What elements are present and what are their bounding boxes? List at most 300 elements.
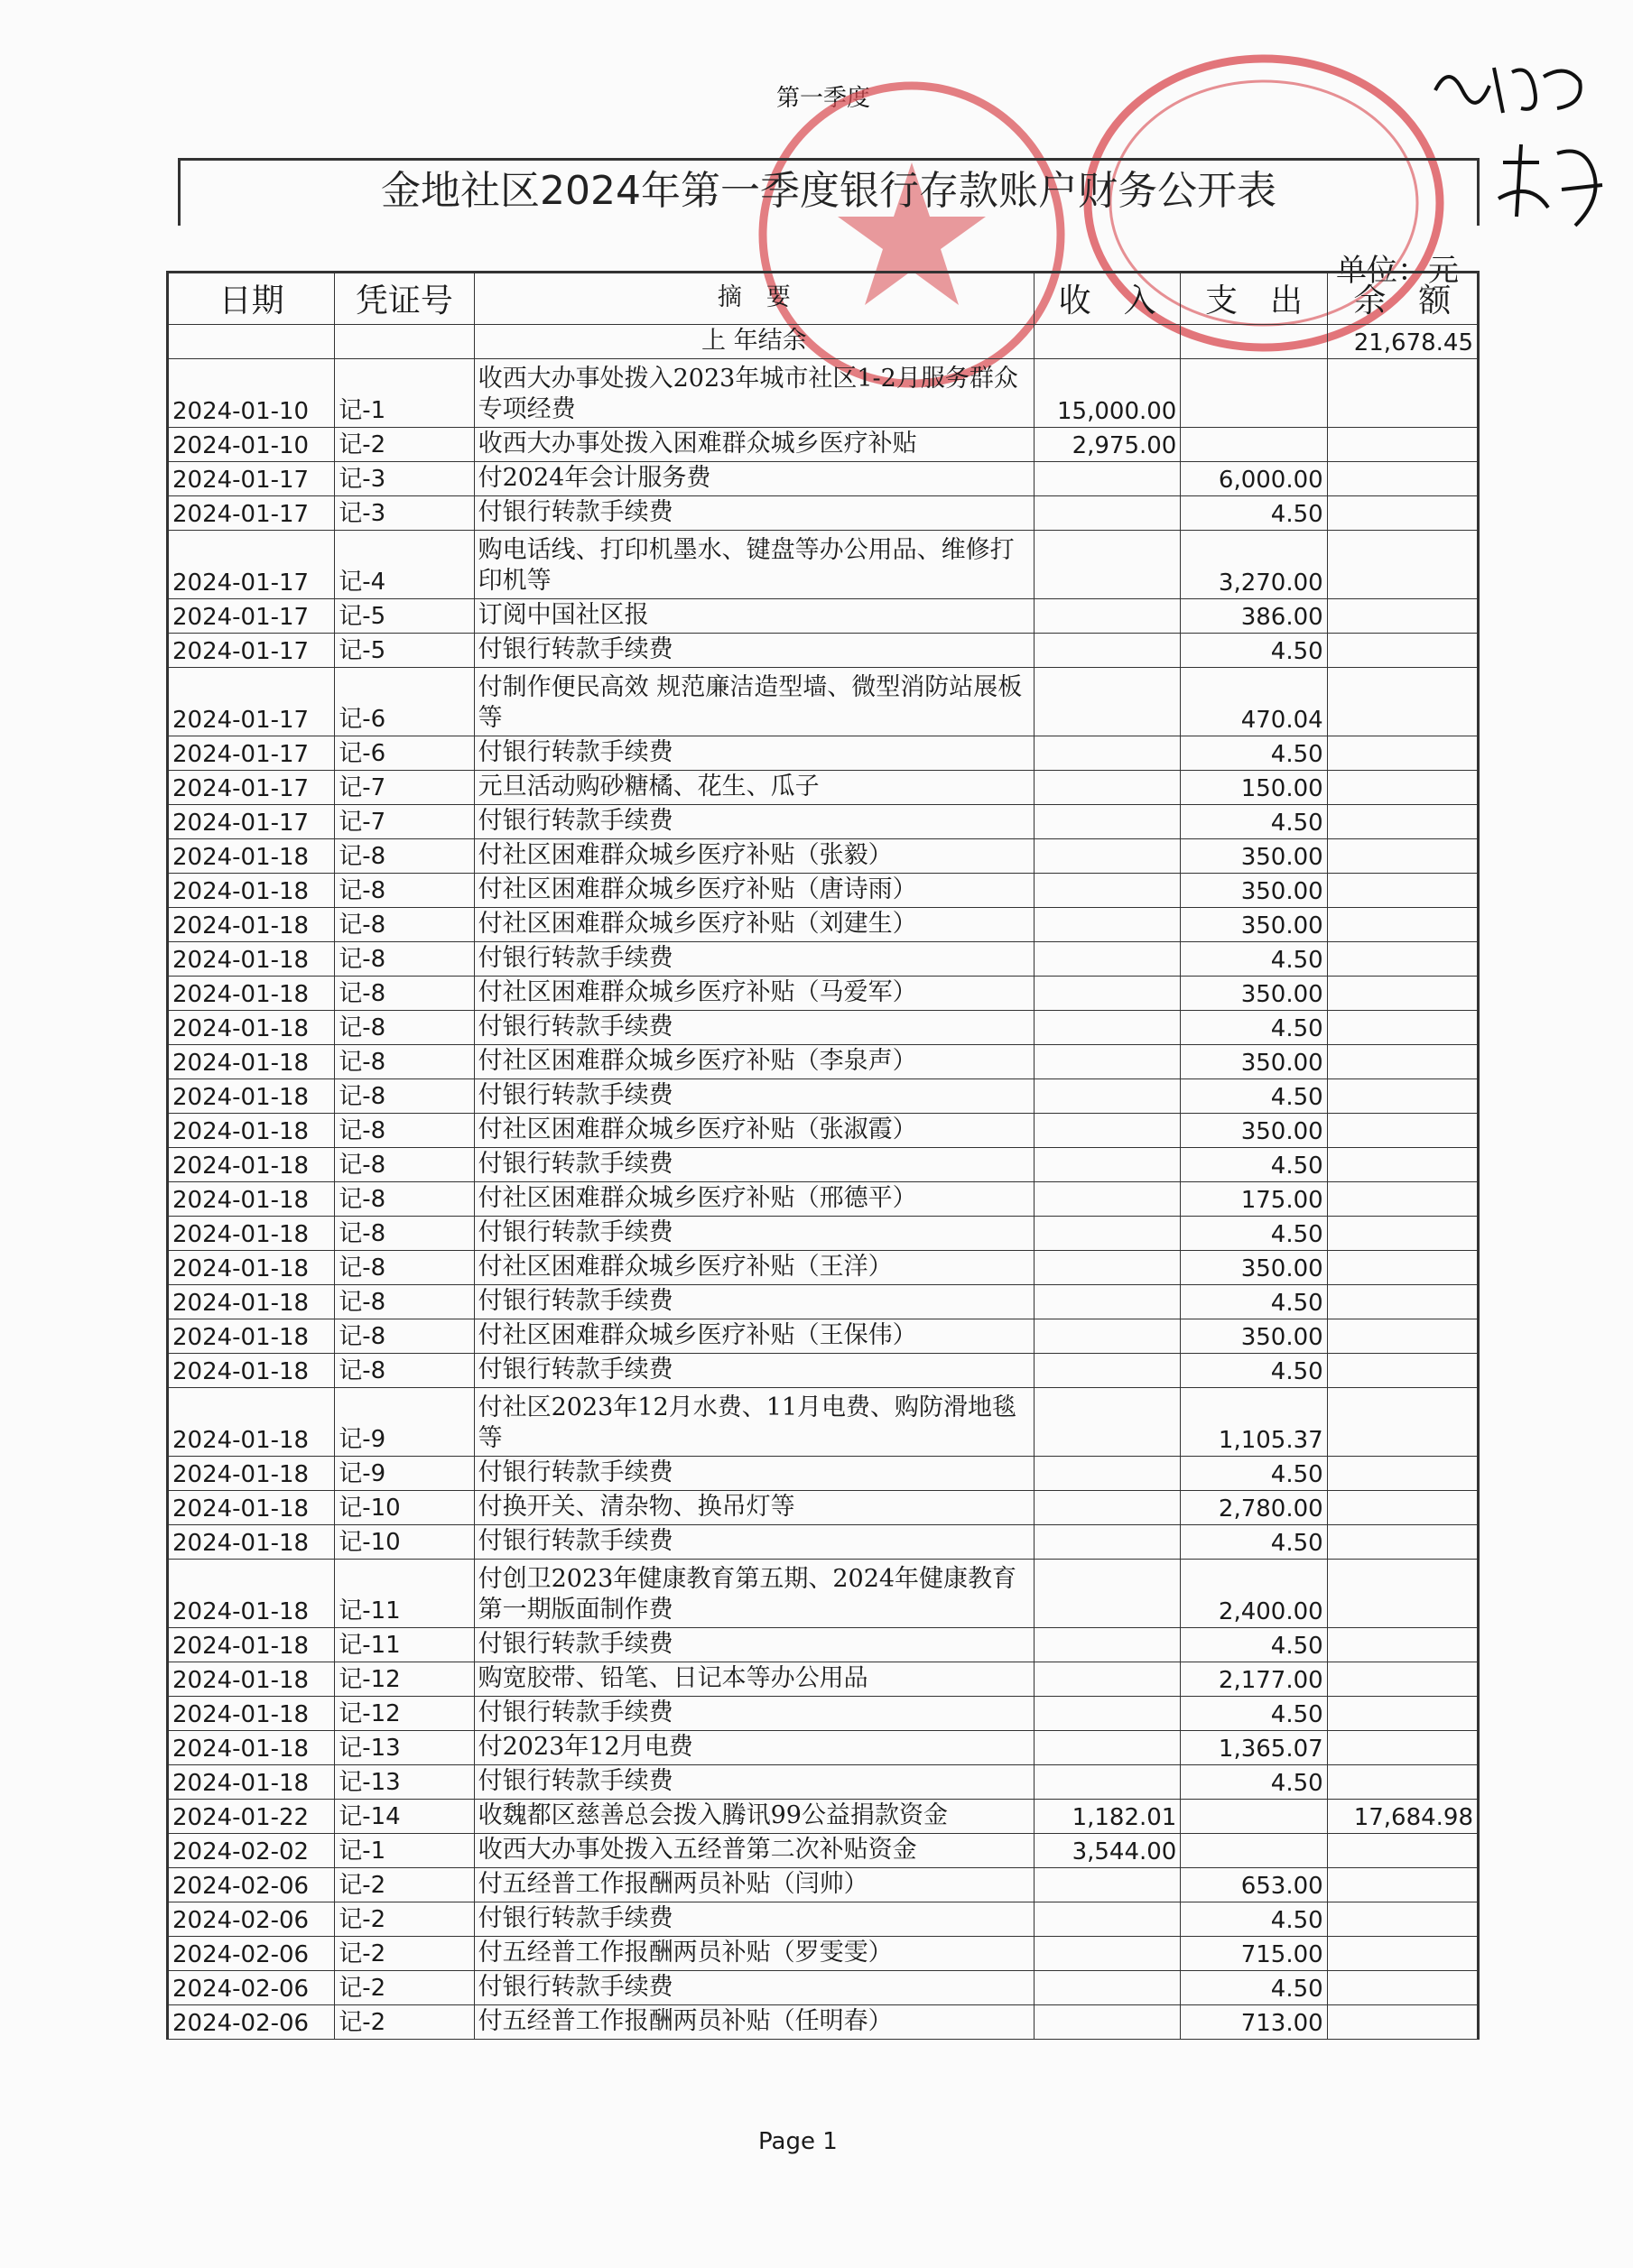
cell-date: 2024-02-06 [169,1902,335,1936]
header-expense: 支 出 [1181,273,1327,324]
cell-balance [1328,531,1477,598]
cell-balance [1328,1560,1477,1627]
cell-income [1035,1045,1181,1078]
cell-voucher: 记-2 [335,428,474,461]
cell-date: 2024-01-18 [169,1182,335,1216]
table-row [169,1011,1477,1045]
table-row [169,1319,1477,1354]
table-row [169,1525,1477,1560]
cell-summary: 付银行转款手续费 [475,634,1035,667]
cell-voucher: 记-8 [335,1285,474,1319]
cell-balance [1328,496,1477,530]
quarter-label: 第一季度 [776,85,871,112]
cell-date: 2024-01-18 [169,1628,335,1662]
cell-summary: 付银行转款手续费 [475,1217,1035,1250]
cell-summary: 付银行转款手续费 [475,1354,1035,1387]
cell-income [1035,1388,1181,1456]
cell-voucher: 记-14 [335,1800,474,1833]
table-row [169,942,1477,977]
cell-voucher: 记-13 [335,1765,474,1799]
cell-expense: 350.00 [1181,1319,1327,1353]
cell-expense: 350.00 [1181,874,1327,907]
table-row [169,1182,1477,1217]
cell-balance [1328,1937,1477,1970]
table-row [169,428,1477,462]
cell-summary: 付2024年会计服务费 [475,462,1035,495]
cell-balance [1328,668,1477,736]
cell-summary: 付社区困难群众城乡医疗补贴（张毅） [475,839,1035,873]
cell-summary: 付社区困难群众城乡医疗补贴（唐诗雨） [475,874,1035,907]
cell-voucher: 记-11 [335,1560,474,1627]
cell-date: 2024-01-10 [169,428,335,461]
cell-summary: 收西大办事处拨入困难群众城乡医疗补贴 [475,428,1035,461]
cell-voucher: 记-12 [335,1662,474,1696]
cell-voucher: 记-8 [335,1011,474,1044]
cell-income [1035,531,1181,598]
cell-summary: 元旦活动购砂糖橘、花生、瓜子 [475,771,1035,804]
cell-summary: 购电话线、打印机墨水、键盘等办公用品、维修打印机等 [475,531,1035,598]
cell-income [1035,1491,1181,1524]
cell-expense: 4.50 [1181,1525,1327,1559]
table-row [169,1079,1477,1114]
cell-voucher: 记-9 [335,1457,474,1490]
cell-balance [1328,1525,1477,1559]
cell-income [1035,977,1181,1010]
cell-voucher: 记-8 [335,1182,474,1216]
header-summary: 摘 要 [475,273,1035,324]
cell-expense: 713.00 [1181,2005,1327,2039]
table-row [169,1045,1477,1079]
cell-voucher: 记-2 [335,2005,474,2039]
table-row [169,1148,1477,1182]
carry-summary: 上 年结余 [475,325,1035,358]
cell-summary: 付五经普工作报酬两员补贴（闫帅） [475,1868,1035,1902]
cell-date: 2024-01-18 [169,1388,335,1456]
cell-date: 2024-01-17 [169,805,335,838]
cell-balance [1328,1354,1477,1387]
cell-income [1035,1182,1181,1216]
cell-balance [1328,1902,1477,1936]
cell-voucher: 记-2 [335,1971,474,2004]
table-row [169,1902,1477,1937]
cell-balance [1328,805,1477,838]
cell-summary: 付银行转款手续费 [475,1079,1035,1113]
table-row [169,1765,1477,1800]
cell-date: 2024-01-18 [169,1731,335,1764]
cell-voucher: 记-1 [335,359,474,427]
table-row [169,1114,1477,1148]
table-row [169,977,1477,1011]
cell-date: 2024-02-02 [169,1834,335,1867]
cell-balance [1328,942,1477,976]
cell-summary: 付银行转款手续费 [475,736,1035,770]
table-row [169,531,1477,599]
cell-income [1035,1902,1181,1936]
cell-summary: 付五经普工作报酬两员补贴（任明春） [475,2005,1035,2039]
cell-date: 2024-01-17 [169,771,335,804]
cell-income [1035,1011,1181,1044]
cell-income [1035,736,1181,770]
cell-income [1035,1285,1181,1319]
cell-balance [1328,1285,1477,1319]
cell-income [1035,2005,1181,2039]
cell-date: 2024-01-18 [169,977,335,1010]
cell-balance [1328,908,1477,941]
header-balance: 余 额 [1353,282,1452,319]
cell-voucher: 记-5 [335,599,474,633]
carry-balance: 21,678.45 [1353,329,1474,356]
cell-summary: 付2023年12月电费 [475,1731,1035,1764]
table-row [169,1251,1477,1285]
cell-voucher: 记-8 [335,1148,474,1181]
table-row [169,634,1477,668]
cell-date: 2024-01-17 [169,736,335,770]
handwritten-signature-1 [1431,54,1593,126]
cell-balance [1328,428,1477,461]
cell-date: 2024-01-18 [169,1457,335,1490]
table-row [169,462,1477,496]
cell-date: 2024-01-18 [169,1011,335,1044]
cell-balance [1328,359,1477,427]
cell-balance [1328,1045,1477,1078]
ledger-title-box [178,158,1480,226]
cell-income [1035,1971,1181,2004]
cell-income [1035,1697,1181,1730]
cell-summary: 付创卫2023年健康教育第五期、2024年健康教育第一期版面制作费 [475,1560,1035,1627]
cell-balance [1328,2005,1477,2039]
table-row [169,1560,1477,1628]
cell-date: 2024-01-18 [169,1217,335,1250]
cell-expense: 4.50 [1181,1628,1327,1662]
cell-balance [1328,839,1477,873]
table-row [169,1491,1477,1525]
cell-voucher: 记-13 [335,1731,474,1764]
cell-voucher: 记-8 [335,1354,474,1387]
cell-summary: 付银行转款手续费 [475,1765,1035,1799]
cell-income [1035,1148,1181,1181]
cell-expense: 4.50 [1181,1217,1327,1250]
cell-balance [1328,874,1477,907]
cell-summary: 付银行转款手续费 [475,1971,1035,2004]
table-row [169,839,1477,874]
cell-date: 2024-01-18 [169,908,335,941]
table-row [169,599,1477,634]
cell-date: 2024-01-18 [169,942,335,976]
cell-balance [1328,1182,1477,1216]
cell-income [1035,1731,1181,1764]
cell-income [1035,1079,1181,1113]
table-row [169,1457,1477,1491]
ledger-rows [169,359,1477,2040]
table-row [169,1662,1477,1697]
cell-expense: 350.00 [1181,1114,1327,1147]
cell-income [1035,805,1181,838]
cell-income [1035,1662,1181,1696]
cell-expense: 1,365.07 [1181,1731,1327,1764]
cell-voucher: 记-11 [335,1628,474,1662]
cell-expense: 470.04 [1181,668,1327,736]
cell-voucher: 记-10 [335,1525,474,1559]
cell-date: 2024-01-17 [169,496,335,530]
cell-expense: 175.00 [1181,1182,1327,1216]
cell-voucher: 记-9 [335,1388,474,1456]
cell-balance [1328,1011,1477,1044]
cell-balance [1328,1148,1477,1181]
cell-income: 15,000.00 [1035,359,1181,427]
cell-expense: 4.50 [1181,1457,1327,1490]
cell-expense: 350.00 [1181,1045,1327,1078]
cell-income [1035,1114,1181,1147]
cell-voucher: 记-4 [335,531,474,598]
cell-voucher: 记-2 [335,1868,474,1902]
cell-summary: 付银行转款手续费 [475,1628,1035,1662]
header-income: 收 入 [1035,273,1181,324]
page-number: Page 1 [758,2128,838,2155]
cell-balance [1328,1457,1477,1490]
cell-date: 2024-01-18 [169,1285,335,1319]
cell-expense: 350.00 [1181,977,1327,1010]
cell-expense [1181,1834,1327,1867]
cell-voucher: 记-8 [335,977,474,1010]
cell-voucher: 记-3 [335,496,474,530]
cell-balance [1328,1731,1477,1764]
cell-date: 2024-02-06 [169,2005,335,2039]
cell-date: 2024-01-18 [169,1079,335,1113]
cell-expense: 3,270.00 [1181,531,1327,598]
cell-income [1035,599,1181,633]
cell-voucher: 记-8 [335,1319,474,1353]
cell-summary: 付换开关、清杂物、换吊灯等 [475,1491,1035,1524]
table-row [169,771,1477,805]
cell-voucher: 记-1 [335,1834,474,1867]
cell-date: 2024-01-17 [169,668,335,736]
cell-date: 2024-01-18 [169,1114,335,1147]
cell-expense: 4.50 [1181,1354,1327,1387]
cell-expense: 4.50 [1181,1285,1327,1319]
table-row [169,908,1477,942]
ledger-table [166,271,1480,2040]
table-row [169,1217,1477,1251]
cell-expense: 4.50 [1181,1011,1327,1044]
cell-date: 2024-01-18 [169,1354,335,1387]
cell-summary: 付银行转款手续费 [475,1697,1035,1730]
cell-summary: 付制作便民高效 规范廉洁造型墙、微型消防站展板等 [475,668,1035,736]
header-voucher: 凭证号 [335,273,474,324]
cell-balance [1328,1217,1477,1250]
unit-label: 单位：元 [1336,253,1459,289]
cell-voucher: 记-7 [335,805,474,838]
cell-voucher: 记-6 [335,668,474,736]
cell-summary: 付银行转款手续费 [475,1148,1035,1181]
cell-date: 2024-01-18 [169,1525,335,1559]
cell-date: 2024-01-18 [169,839,335,873]
cell-balance [1328,771,1477,804]
cell-expense [1181,359,1327,427]
cell-summary: 付银行转款手续费 [475,496,1035,530]
cell-summary: 付银行转款手续费 [475,805,1035,838]
cell-voucher: 记-5 [335,634,474,667]
cell-expense: 4.50 [1181,634,1327,667]
cell-date: 2024-02-06 [169,1868,335,1902]
cell-income [1035,1319,1181,1353]
handwritten-signature-2 [1494,135,1611,244]
cell-expense: 4.50 [1181,1148,1327,1181]
cell-expense: 715.00 [1181,1937,1327,1970]
cell-date: 2024-01-18 [169,874,335,907]
cell-expense [1181,428,1327,461]
cell-voucher: 记-8 [335,1251,474,1284]
cell-date: 2024-01-17 [169,531,335,598]
cell-expense: 350.00 [1181,839,1327,873]
cell-summary: 付银行转款手续费 [475,1457,1035,1490]
cell-voucher: 记-2 [335,1902,474,1936]
cell-expense: 653.00 [1181,1868,1327,1902]
cell-summary: 付社区困难群众城乡医疗补贴（李泉声） [475,1045,1035,1078]
cell-expense [1181,1800,1327,1833]
cell-income [1035,1868,1181,1902]
cell-balance [1328,1868,1477,1902]
cell-date: 2024-01-18 [169,1148,335,1181]
table-row [169,1800,1477,1834]
cell-balance [1328,1765,1477,1799]
cell-balance [1328,1491,1477,1524]
cell-voucher: 记-8 [335,1114,474,1147]
table-row [169,874,1477,908]
cell-balance [1328,1662,1477,1696]
cell-balance [1328,1319,1477,1353]
cell-expense: 4.50 [1181,805,1327,838]
cell-date: 2024-01-17 [169,462,335,495]
cell-expense: 4.50 [1181,496,1327,530]
cell-date: 2024-01-18 [169,1251,335,1284]
header-date: 日期 [169,273,335,324]
cell-voucher: 记-8 [335,942,474,976]
cell-date: 2024-01-18 [169,1045,335,1078]
cell-summary: 付银行转款手续费 [475,1011,1035,1044]
cell-voucher: 记-8 [335,1045,474,1078]
cell-income [1035,1937,1181,1970]
cell-summary: 付社区困难群众城乡医疗补贴（刘建生） [475,908,1035,941]
cell-balance [1328,1251,1477,1284]
cell-summary: 付银行转款手续费 [475,942,1035,976]
table-row [169,359,1477,428]
cell-expense: 4.50 [1181,1971,1327,2004]
cell-balance [1328,1388,1477,1456]
cell-expense: 4.50 [1181,1697,1327,1730]
cell-date: 2024-01-18 [169,1319,335,1353]
cell-balance [1328,599,1477,633]
table-row [169,1354,1477,1388]
table-row [169,736,1477,771]
cell-voucher: 记-10 [335,1491,474,1524]
cell-expense: 150.00 [1181,771,1327,804]
cell-balance [1328,1114,1477,1147]
cell-income [1035,1354,1181,1387]
cell-date: 2024-01-17 [169,634,335,667]
cell-summary: 收魏都区慈善总会拨入腾讯99公益捐款资金 [475,1800,1035,1833]
cell-summary: 付社区困难群众城乡医疗补贴（邢德平） [475,1182,1035,1216]
table-row [169,1834,1477,1868]
cell-voucher: 记-8 [335,908,474,941]
cell-voucher: 记-8 [335,874,474,907]
cell-balance [1328,1628,1477,1662]
cell-expense: 1,105.37 [1181,1388,1327,1456]
cell-summary: 付社区2023年12月水费、11月电费、购防滑地毯等 [475,1388,1035,1456]
cell-balance [1328,634,1477,667]
cell-voucher: 记-12 [335,1697,474,1730]
cell-voucher: 记-2 [335,1937,474,1970]
cell-summary: 付社区困难群众城乡医疗补贴（马爱军） [475,977,1035,1010]
cell-expense: 4.50 [1181,942,1327,976]
cell-summary: 订阅中国社区报 [475,599,1035,633]
cell-income [1035,668,1181,736]
cell-expense: 2,177.00 [1181,1662,1327,1696]
table-row [169,1731,1477,1765]
table-row [169,496,1477,531]
table-row [169,1971,1477,2005]
cell-income [1035,462,1181,495]
cell-balance [1328,736,1477,770]
cell-expense: 350.00 [1181,1251,1327,1284]
cell-income: 2,975.00 [1035,428,1181,461]
table-header [169,271,1477,325]
cell-date: 2024-01-18 [169,1697,335,1730]
cell-expense: 4.50 [1181,736,1327,770]
cell-income: 1,182.01 [1035,1800,1181,1833]
cell-expense: 4.50 [1181,1079,1327,1113]
cell-income [1035,1765,1181,1799]
cell-income [1035,1251,1181,1284]
ledger-title: 金地社区2024年第一季度银行存款账户财务公开表 [381,168,1276,214]
cell-summary: 付银行转款手续费 [475,1285,1035,1319]
cell-voucher: 记-7 [335,771,474,804]
cell-income [1035,771,1181,804]
cell-date: 2024-01-17 [169,599,335,633]
cell-income [1035,908,1181,941]
cell-date: 2024-02-06 [169,1971,335,2004]
cell-date: 2024-01-10 [169,359,335,427]
table-row [169,1937,1477,1971]
cell-balance [1328,977,1477,1010]
cell-voucher: 记-6 [335,736,474,770]
cell-income [1035,942,1181,976]
table-row [169,1697,1477,1731]
cell-income [1035,839,1181,873]
cell-balance [1328,1079,1477,1113]
cell-expense: 2,400.00 [1181,1560,1327,1627]
cell-expense: 6,000.00 [1181,462,1327,495]
cell-date: 2024-01-18 [169,1560,335,1627]
cell-income: 3,544.00 [1035,1834,1181,1867]
cell-voucher: 记-3 [335,462,474,495]
table-row [169,668,1477,736]
cell-voucher: 记-8 [335,1079,474,1113]
cell-expense: 386.00 [1181,599,1327,633]
cell-summary: 收西大办事处拨入五经普第二次补贴资金 [475,1834,1035,1867]
cell-summary: 付社区困难群众城乡医疗补贴（张淑霞） [475,1114,1035,1147]
cell-voucher: 记-8 [335,1217,474,1250]
cell-summary: 付社区困难群众城乡医疗补贴（王保伟） [475,1319,1035,1353]
cell-income [1035,1457,1181,1490]
table-row [169,805,1477,839]
table-row [169,2005,1477,2040]
cell-date: 2024-02-06 [169,1937,335,1970]
cell-balance [1328,462,1477,495]
table-row [169,1868,1477,1902]
table-row [169,1388,1477,1457]
cell-balance: 17,684.98 [1353,1804,1474,1831]
cell-summary: 购宽胶带、铅笔、日记本等办公用品 [475,1662,1035,1696]
